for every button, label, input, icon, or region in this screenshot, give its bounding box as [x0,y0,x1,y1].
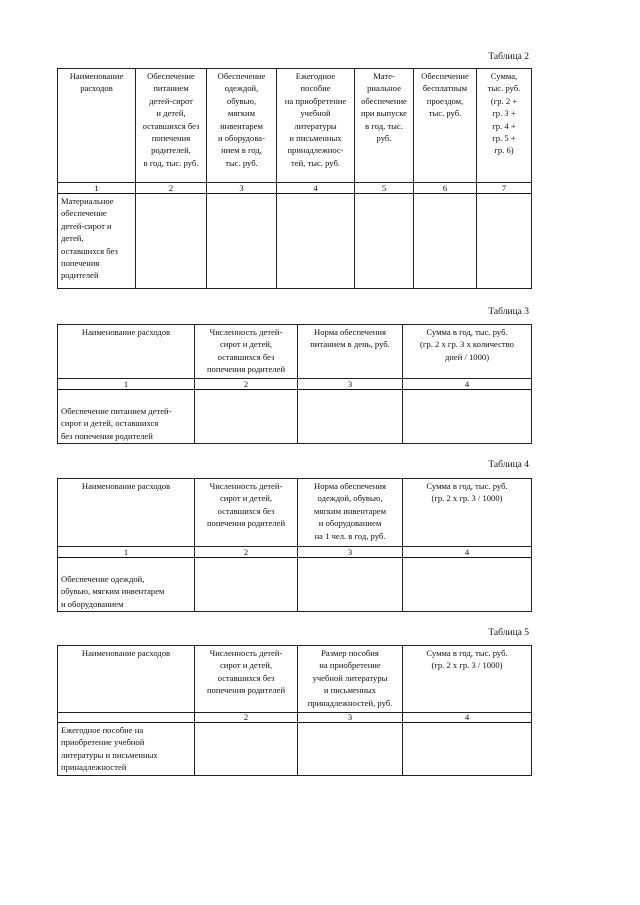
table3-header-cell: Норма обеспечения питанием в день, руб. [298,325,403,379]
table3-header-cell: Наименование расходов [58,325,195,379]
table-row [58,194,532,289]
value-cell[interactable] [477,194,532,289]
table4-number-row [58,547,532,558]
column-number: 3 [298,379,403,390]
value-cell[interactable] [195,723,298,776]
row-name-cell: Ежегодное пособие на приобретение учебной литературы и письменных принадлежностей [58,723,195,776]
table3-caption: Таблица 3 [488,307,529,317]
value-cell[interactable] [195,558,298,612]
table5-caption: Таблица 5 [488,628,529,638]
table-row [58,558,532,612]
table4-header-row [58,479,532,547]
column-number: 4 [403,713,532,723]
table2-header-cell: Обеспечение питанием детей-сирот и детей, оставшихся без попечения родителей, в год, тыс. руб. [136,69,207,183]
column-number: 3 [298,713,403,723]
table5-header-cell: Наименование расходов [58,646,195,713]
table5 [57,645,532,776]
column-number: 1 [58,183,136,194]
table4-header-cell: Норма обеспечения одеждой, обувью, мягким инвентарем и оборудованием на 1 чел. в год, руб. [298,479,403,547]
table3-number-row [58,379,532,390]
table2-header-cell: Обеспечение бесплатным проездом, тыс. руб. [414,69,477,183]
value-cell[interactable] [195,390,298,444]
value-cell[interactable] [298,390,403,444]
column-number: 7 [477,183,532,194]
column-number: 2 [195,379,298,390]
column-number: 1 [58,379,195,390]
table3-header-row [58,325,532,379]
column-number: 4 [403,379,532,390]
table2-number-row [58,183,532,194]
table2-header-cell: Обеспечение одеждой, обувью, мягким инвентарем и оборудова- нием в год, тыс. руб. [207,69,277,183]
table2-header-cell: Наименование расходов [58,69,136,183]
table-row [58,723,532,776]
column-number: 3 [207,183,277,194]
value-cell[interactable] [298,558,403,612]
column-number: 2 [136,183,207,194]
column-number: 6 [414,183,477,194]
column-number: 2 [195,713,298,723]
value-cell[interactable] [355,194,414,289]
table5-header-cell: Сумма в год, тыс. руб. (гр. 2 х гр. 3 / 1000) [403,646,532,713]
column-number: 4 [403,547,532,558]
table3-header-cell: Сумма в год, тыс. руб. (гр. 2 х гр. 3 х количество дней / 1000) [403,325,532,379]
value-cell[interactable] [277,194,355,289]
table3-header-cell: Численность детей- сирот и детей, оставшихся без попечения родителей [195,325,298,379]
table2-header-cell: Ежегодное пособие на приобретение учебной литературы и письменных принадлежнос- тей, тыс. руб. [277,69,355,183]
table4-header-cell: Наименование расходов [58,479,195,547]
table5-header-cell: Размер пособия на приобретение учебной литературы и письменных принадлежностей, руб. [298,646,403,713]
table2-header-cell: Сумма, тыс. руб. (гр. 2 + гр. 3 + гр. 4 + гр. 5 + гр. 6) [477,69,532,183]
table4 [57,478,532,612]
table4-header-cell: Численность детей- сирот и детей, оставшихся без попечения родителей [195,479,298,547]
column-number: 3 [298,547,403,558]
table5-header-cell: Численность детей- сирот и детей, оставшихся без попечения родителей [195,646,298,713]
column-number: 5 [355,183,414,194]
row-name-cell: Материальное обеспечение детей-сирот и детей, оставшихся без попечения родителей [58,194,136,289]
row-name-cell: Обеспечение питанием детей- сирот и детей, оставшихся без попечения родителей [58,390,195,444]
value-cell[interactable] [403,723,532,776]
row-name-cell: Обеспечение одеждой, обувью, мягким инвентарем и оборудованием [58,558,195,612]
column-number: 2 [195,547,298,558]
column-number: 4 [277,183,355,194]
table2-caption: Таблица 2 [488,52,529,62]
column-number: 1 [58,547,195,558]
table5-number-row [58,713,532,723]
table5-header-row [58,646,532,713]
table4-caption: Таблица 4 [488,460,529,470]
table3 [57,324,532,444]
column-number [58,713,195,723]
value-cell[interactable] [136,194,207,289]
value-cell[interactable] [414,194,477,289]
value-cell[interactable] [207,194,277,289]
value-cell[interactable] [403,390,532,444]
table2 [57,68,532,289]
value-cell[interactable] [298,723,403,776]
value-cell[interactable] [403,558,532,612]
table2-header-cell: Мате- риальное обеспечение при выпуске в год, тыс. руб. [355,69,414,183]
table2-header-row [58,69,532,183]
table4-header-cell: Сумма в год, тыс. руб. (гр. 2 х гр. 3 / 1000) [403,479,532,547]
table-row [58,390,532,444]
